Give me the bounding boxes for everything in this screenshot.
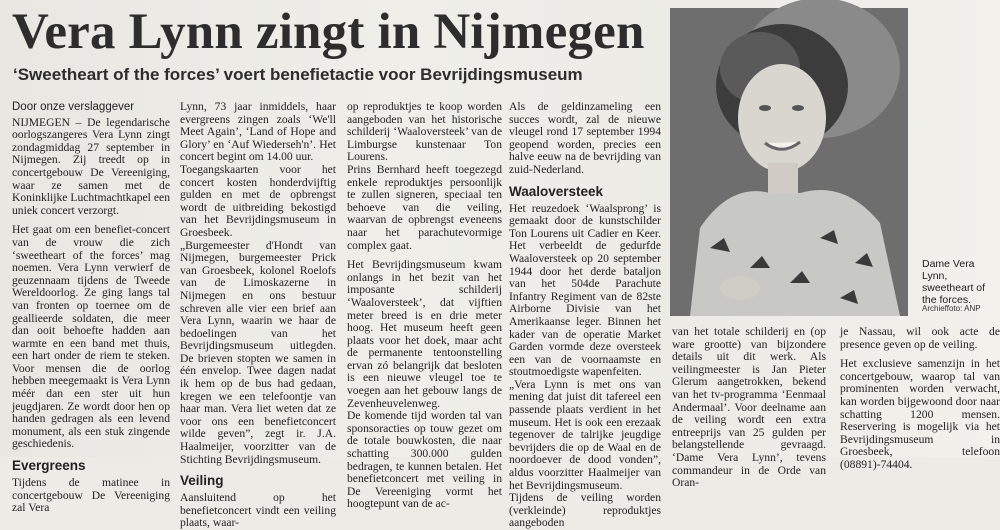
article-column-3 — [347, 100, 502, 511]
paragraph: op reproduktjes te koop worden aangeboden van het historische schilderij ‘Waaloversteek’ van de Limburgse kunstenaar Ton Lourens. Prins Bernhard heeft toegezegd enkele reproduktjes persoonlijk te zullen signeren, speciaal ten behoeve van die veiling, waarvan de opbrengst eveneens naar het parachutevormige complex gaat. — [347, 100, 502, 252]
paragraph: NIJMEGEN – De legendarische oorlogszangeres Vera Lynn zingt zondagmiddag 27 september in Nijmegen. Zij treedt op in concertgebouw De Vereeniging, waar ze samen met de Koninklijke Luchtmachtkapel een uniek concert verzorgt. — [12, 115, 170, 217]
paragraph: Als de geldinzameling een succes wordt, zal de nieuwe vleugel rond 17 september 1994 geopend worden, precies een halve eeuw na de bevrijding van zuid-Nederland. — [509, 100, 661, 176]
article-column-2 — [180, 100, 336, 530]
portrait-photo — [670, 8, 908, 316]
section-heading-evergreens: Evergreens — [12, 458, 86, 474]
photo-credit: Archieffoto: ANP — [922, 304, 981, 313]
byline: Door onze verslaggever — [12, 101, 135, 113]
paragraph: Het Bevrijdingsmuseum kwam onlangs in het bezit van het imposante schilderij ‘Waaloversteek’, dat vijftien meter breed is en drie meter hoog. Het museum heeft geen plaats voor het doek, maar acht de permanente tentoonstelling ervan zó belangrijk dat besloten is een nieuwe vleugel toe te voegen aan het gebouw langs de Zevenheuvelenweg. De komende tijd worden tal van sponsoracties op touw gezet om de totale bouwkosten, die naar schatting 300.000 gulden bedragen, te kunnen betalen. Het benefietconcert met veiling in De Vereeniging vormt het hoogtepunt van de ac- — [347, 258, 502, 511]
paragraph: Het gaat om een benefiet-concert van de vrouw die zich ‘sweetheart of the forces’ mag noemen. Vera Lynn verwierf de geuzennaam tijdens de Tweede Wereldoorlog. Ze ging langs tal van fronten op toernee om de geallieerde soldaten, die meer dan ooit behoefte hadden aan warmte en een band met thuis, een hart onder de riem te steken. Voor mensen die de oorlog hebben meegemaakt is Vera Lynn méér dan een ster uit hun jeugdjaren. Ze wordt door hen op handen gedragen als een levend monument, als een stuk zingende geschiedenis. — [12, 223, 170, 451]
article-column-1 — [12, 101, 170, 515]
article-column-6 — [840, 325, 1000, 471]
photo-caption — [922, 258, 998, 306]
article-headline: Vera Lynn zingt in Nijmegen — [12, 4, 645, 60]
paragraph: Aansluitend op het benefietconcert vindt een veiling plaats, waar- — [180, 491, 336, 530]
article-subheadline: ‘Sweetheart of the forces’ voert benefietactie voor Bevrijdingsmuseum — [13, 65, 583, 84]
portrait-illustration — [670, 8, 908, 316]
paragraph: Het reuzedoek ‘Waalsprong’ is gemaakt door de kunstschilder Ton Lourens uit Cadier en Keer. Het verbeeldt de gedurfde Waaloversteek op 20 september 1944 door het derde bataljon van het 504de Parachute Infantry Regiment van de 82ste Airborne Divisie van het Amerikaanse leger. Binnen het kader van de operatie Market Garden vormde deze oversteek een van de voornaamste en stoutmoedigste wapenfeiten. „Vera Lynn is met ons van mening dat juist dit tafereel een passende plaats verdient in het museum. Het is ook een erezaak tegenover de talrijke jeugdige bevrijders die op de Waal en de noordoever de dood vonden”, aldus voorzitter Haalmeijer van het Bevrijdingsmuseum. Tijdens de veiling worden (verkleinde) reproduktjes aangeboden — [509, 201, 661, 530]
section-heading-waaloversteek: Waaloversteek — [509, 183, 604, 199]
section-heading-veiling: Veiling — [180, 473, 224, 489]
paragraph: Lynn, 73 jaar inmiddels, haar evergreens zingen zoals ‘We'll Meet Again’, ‘Land of Hope and Glory’ en ‘Auf Wiederseh'n’. Het concert begint om 14.00 uur. Toegangskaarten voor het concert kosten honderdvijftig gulden en met de opbrengst wordt de uitbreiding bekostigd van het Bevrijdingsmuseum in Groesbeek. „Burgemeester d'Hondt van Nijmegen, burgemeester Prick van Groesbeek, kolonel Roelofs van de Limoskazerne in Nijmegen en ons bestuur schreven alle vier een brief aan Vera Lynn, waarin we haar de bedoelingen van het Bevrijdingsmuseum uitlegden. De brieven stopten we samen in één envelop. Twee dagen nadat ik hem op de bus had gedaan, kregen we een telefoontje van haar man. Vera liet weten dat ze voor ons een benefietconcert wilde geven”, zegt ir. J.A. Haalmeijer, voorzitter van de Stichting Bevrijdingsmuseum. — [180, 100, 336, 466]
paragraph: je Nassau, wil ook acte de presence geven op de veiling. — [840, 325, 1000, 351]
paragraph: Tijdens de matinee in concertgebouw De Vereeniging zal Vera — [12, 476, 170, 515]
paragraph: van het totale schilderij en (op ware grootte) van bijzondere details uit dit werk. Als veilingmeester is Jan Pieter Glerum aangetrokken, bekend van het tv-programma ‘Eenmaal Andermaal’. Voor deelname aan de veiling wordt een extra entreeprijs van 25 gulden per belangstellende gevraagd. ‘Dame Vera Lynn’, tevens commandeur in de Orde van Oran- — [672, 325, 826, 490]
article-column-4 — [509, 100, 661, 530]
caption-text: Dame Vera Lynn, sweetheart of the forces. — [922, 258, 986, 306]
article-column-5 — [672, 325, 826, 490]
paragraph: Het exclusieve samenzijn in het concertgebouw, waarop tal van prominenten worden verwacht, kan worden bijgewoond door naar schatting 1200 mensen. Reservering is mogelijk via het Bevrijdingsmuseum in Groesbeek, telefoon (08891)-74404. — [840, 357, 1000, 471]
